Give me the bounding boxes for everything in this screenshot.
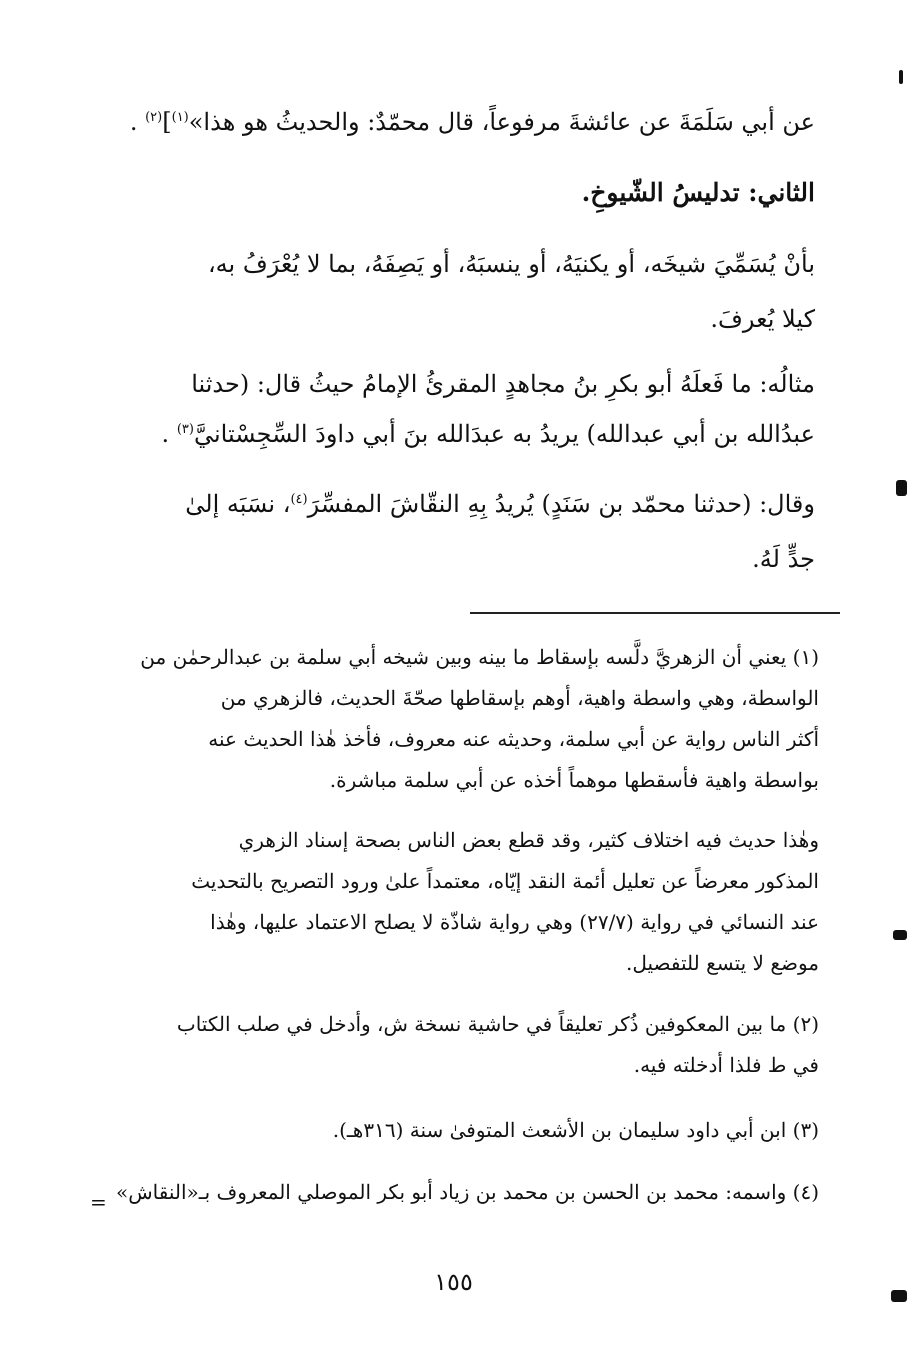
footnote-text: الواسطة، وهي واسطة واهية، أوهم بإسقاطها صحّةَ الحديث، فالزهري من xyxy=(220,686,819,710)
main-line-6 xyxy=(123,420,815,448)
main-text: مثالُه: ما فَعلَهُ أبو بكرِ بنُ مجاهدٍ المقرئُ الإمامُ حيثُ قال: (حدثنا xyxy=(191,370,815,398)
main-line-5 xyxy=(123,370,815,398)
footnote-1-line-1 xyxy=(119,645,819,669)
main-line-4 xyxy=(123,305,815,333)
bracket: ] xyxy=(162,108,172,136)
scan-edge-mark xyxy=(899,70,903,84)
main-text: ، نسَبَه إلىٰ xyxy=(185,490,291,518)
main-text: بأنْ يُسَمِّيَ شيخَه، أو يكنيَهُ، أو ينسبَهُ، أو يَصِفَهُ، بما لا يُعْرَفُ به، xyxy=(207,250,815,278)
footnote-text: (١) يعني أن الزهريَّ دلَّسه بإسقاط ما بينه وبين شيخه أبي سلمة بن عبدالرحمٰن من xyxy=(140,645,819,669)
footnote-1-line-4 xyxy=(119,768,819,792)
main-line-1 xyxy=(123,108,815,136)
footnote-text: (٤) واسمه: محمد بن الحسن بن محمد بن زياد أبو بكر الموصلي المعروف بـ«النقاش» xyxy=(115,1180,819,1204)
footnote-1b-line-4 xyxy=(119,951,819,975)
main-text: جدٍّ لَهُ. xyxy=(752,545,815,573)
footnote-1-line-3 xyxy=(119,727,819,751)
footnote-text: (٣) ابن أبي داود سليمان بن الأشعث المتوفىٰ سنة (٣١٦هـ). xyxy=(332,1118,819,1142)
main-text: عبدُالله بن أبي عبدالله) يريدُ به عبدَالله بنَ أبي داودَ السِّجِسْتانيَّ xyxy=(193,420,815,448)
page-number: ١٥٥ xyxy=(434,1268,473,1296)
scan-edge-mark xyxy=(891,1290,907,1302)
period: . xyxy=(129,108,138,136)
scan-edge-mark xyxy=(896,480,907,496)
footnote-text: أكثر الناس رواية عن أبي سلمة، وحديثه عنه معروف، فأخذ هٰذا الحديث عنه xyxy=(208,727,819,751)
footnote-text: وهٰذا حديث فيه اختلاف كثير، وقد قطع بعض الناس بصحة إسناد الزهري xyxy=(238,828,819,852)
main-text: كيلا يُعرفَ. xyxy=(710,305,815,333)
main-text: عن أبي سَلَمَةَ عن عائشةَ مرفوعاً، قال محمّدٌ: والحديثُ هو هذا» xyxy=(188,108,815,136)
footnote-divider xyxy=(470,612,840,614)
footnote-1b-line-2 xyxy=(119,869,819,893)
footnote-text: عند النسائي في رواية (٢٧/٧) وهي رواية شاذّة لا يصلح الاعتماد عليها، وهٰذا xyxy=(210,910,819,934)
footnote-ref-2[interactable]: (٢) xyxy=(145,110,163,125)
footnote-text: بواسطة واهية فأسقطها موهماً أخذه عن أبي سلمة مباشرة. xyxy=(329,768,819,792)
footnote-text: في ط فلذا أدخلته فيه. xyxy=(633,1053,819,1077)
footnote-2-line-1 xyxy=(119,1012,819,1036)
section-heading xyxy=(123,178,815,207)
footnote-1-line-2 xyxy=(119,686,819,710)
footnote-3-line-1 xyxy=(119,1118,819,1142)
main-line-8 xyxy=(123,545,815,573)
main-line-3 xyxy=(123,250,815,278)
footnote-ref-3[interactable]: (٣) xyxy=(176,422,194,437)
footnote-2-line-2 xyxy=(119,1053,819,1077)
footnote-text: المذكور معرضاً عن تعليل أئمة النقد إيّاه، معتمداً علىٰ ورود التصريح بالتحديث xyxy=(191,869,819,893)
period: . xyxy=(161,420,170,448)
footnote-1b-line-3 xyxy=(119,910,819,934)
heading-text: الثاني: تدليسُ الشّيوخِ. xyxy=(581,178,815,207)
footnote-1b-line-1 xyxy=(119,828,819,852)
footnote-ref-4[interactable]: (٤) xyxy=(290,492,308,507)
footnote-ref-1[interactable]: (١) xyxy=(171,110,189,125)
footnote-text: (٢) ما بين المعكوفين ذُكر تعليقاً في حاشية نسخة ش، وأدخل في صلب الكتاب xyxy=(176,1012,819,1036)
scan-edge-mark xyxy=(893,930,907,940)
footnote-4-line-1 xyxy=(115,1180,819,1204)
continuation-mark: = xyxy=(90,1190,107,1214)
main-line-7 xyxy=(123,490,815,518)
footnote-text: موضع لا يتسع للتفصيل. xyxy=(626,951,819,975)
main-text: وقال: (حدثنا محمّد بن سَنَدٍ) يُريدُ بِهِ النقّاشَ المفسِّرَ xyxy=(307,490,815,518)
